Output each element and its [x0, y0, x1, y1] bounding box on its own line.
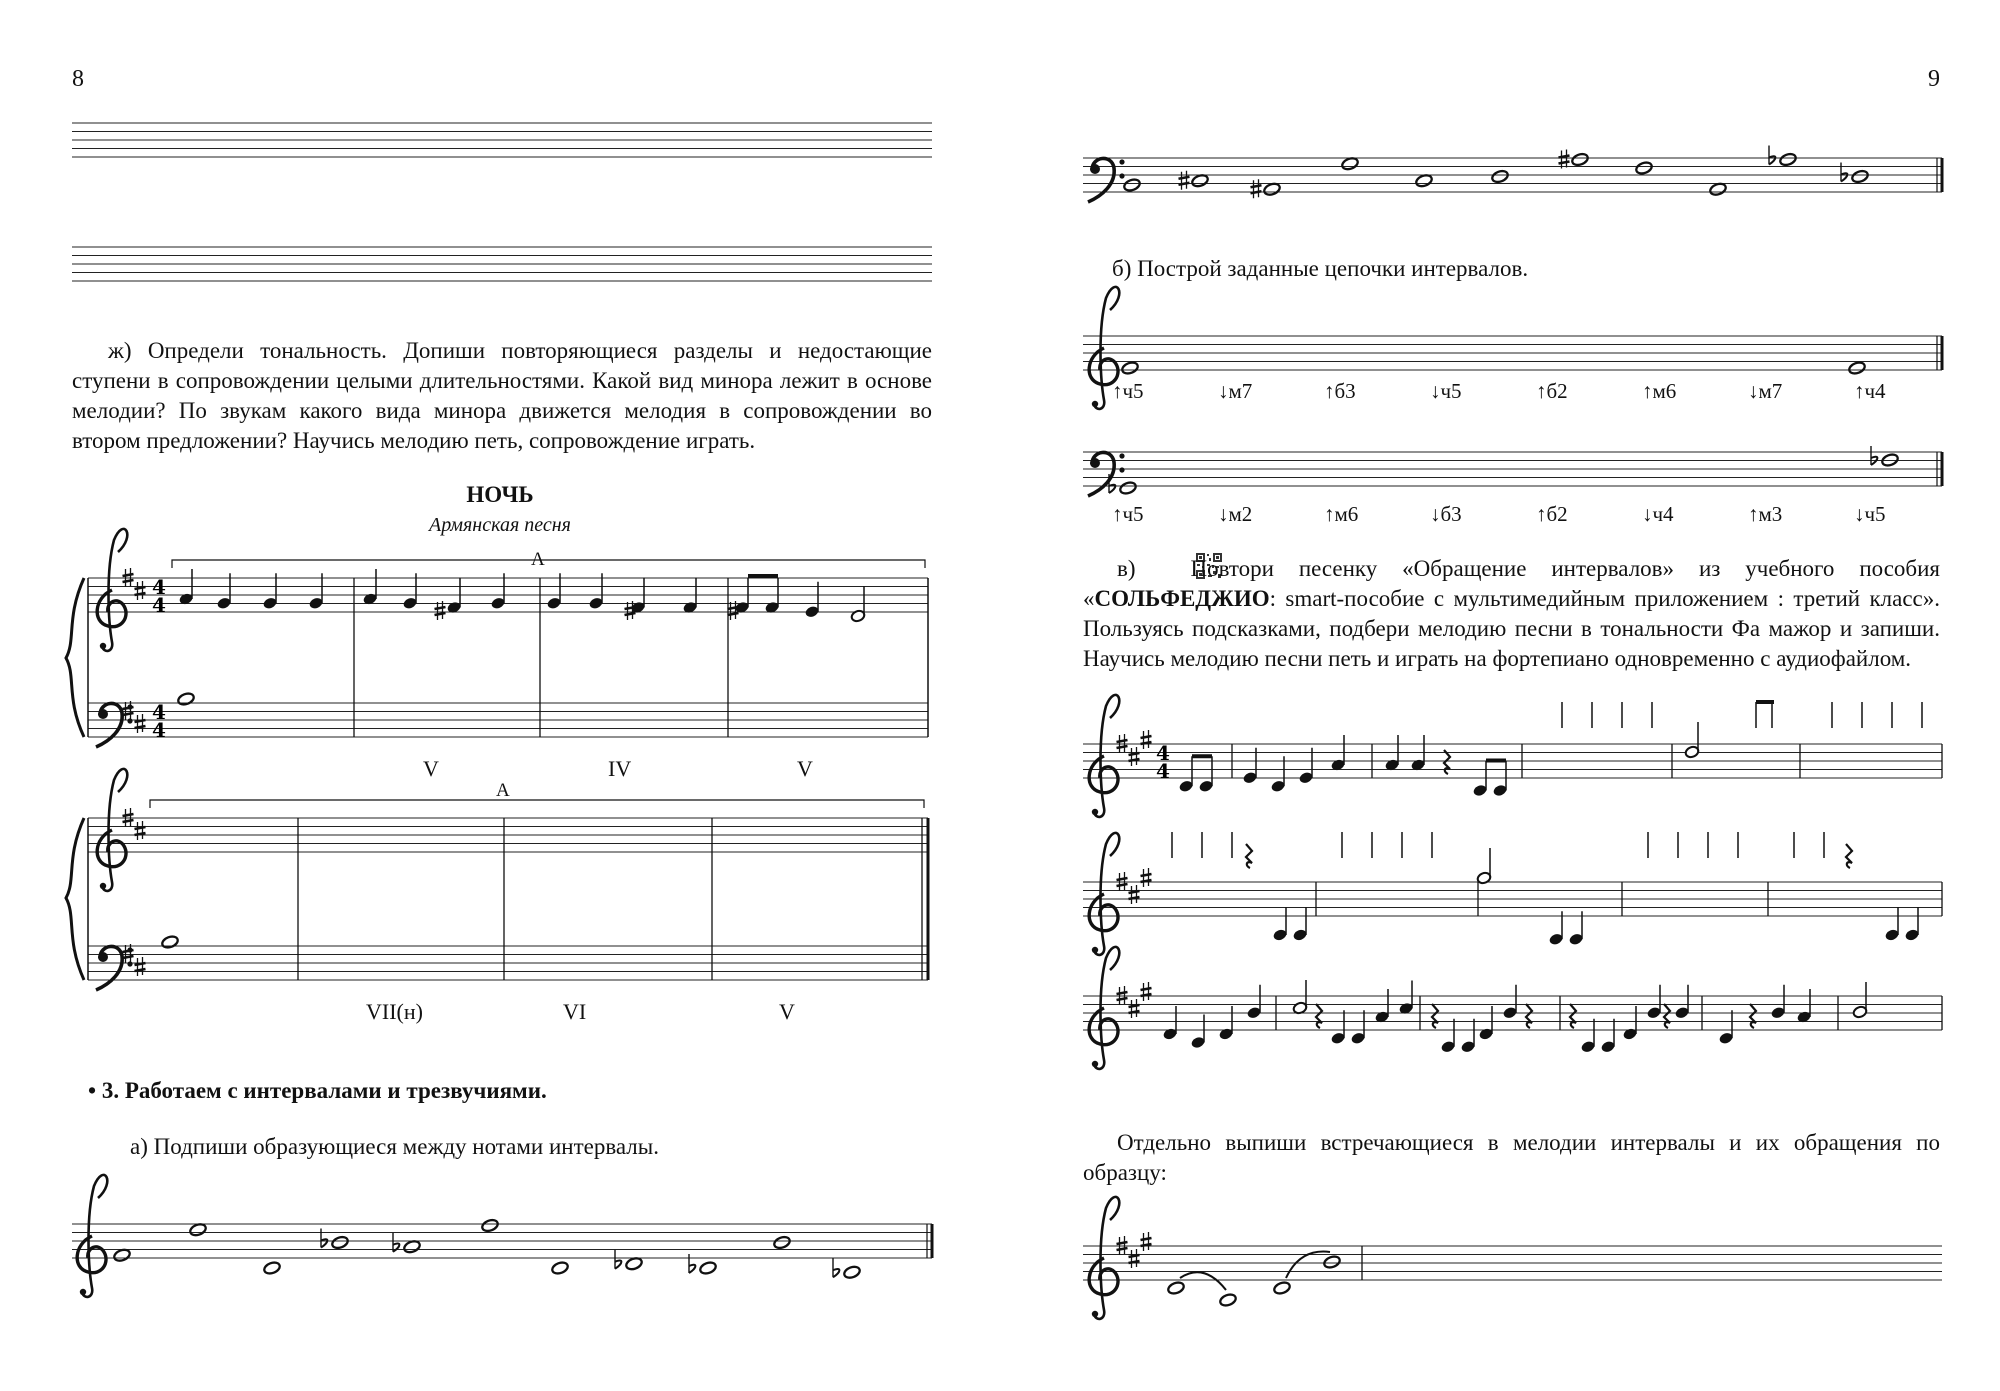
slur [1180, 1272, 1226, 1290]
task-v-bold: СОЛЬФЕДЖИО [1094, 586, 1270, 611]
sharp-icon [1559, 150, 1570, 169]
section-bracket [150, 800, 924, 808]
section-bracket [172, 560, 925, 568]
time-sig-bottom: 4 [1156, 759, 1170, 783]
task-v-part1: Повтори песенку «Обращение интервалов» из учебного пособия « [1083, 556, 1940, 611]
flat-icon [1841, 163, 1847, 182]
interval-label: ↑м6 [1324, 502, 1359, 526]
sharp-icon [1251, 179, 1262, 198]
interval-label: ↑м3 [1748, 502, 1783, 526]
whole-note [1491, 169, 1509, 184]
whole-note [1167, 1281, 1185, 1296]
whole-note [1635, 161, 1653, 176]
whole-note [843, 1265, 861, 1280]
task-zh-paragraph: ж) Определи тональность. Допиши повторяющиеся разделы и недостающие ступени в сопровождении целыми длительностями. Какой вид минора лежит в основе мелодии? По звукам какого вида минора движется мелодия в сопровождении во втором предложении? Научись мелодию петь, сопровождение играть. [72, 338, 932, 453]
sharp-icon [135, 581, 146, 600]
whole-note [1779, 152, 1797, 167]
whole-note [773, 1235, 791, 1250]
whole-note [177, 692, 195, 707]
song-title: НОЧЬ [466, 482, 534, 507]
flat-icon [833, 1258, 839, 1277]
interval-label: ↑б3 [1324, 379, 1356, 403]
interval-label: ↓ч4 [1642, 502, 1674, 526]
sharp-icon [1141, 730, 1152, 749]
flat-icon [1769, 146, 1775, 165]
bass-clef-icon [1088, 452, 1125, 496]
bass-clef-icon [1088, 158, 1125, 202]
interval-label: ↓м7 [1748, 379, 1783, 403]
whole-note [331, 1235, 349, 1250]
flat-icon [321, 1229, 327, 1248]
quarter-rest [1526, 1004, 1532, 1028]
page-number-right: 9 [1928, 66, 1940, 92]
interval-label: ↓б3 [1430, 502, 1462, 526]
task-v-part2: : smart-пособие с мультимедийным приложением : третий класс». Пользуясь подсказками, подбери мелодию песни в тональности Фа мажор и запиши. Научись мелодию песни петь и играть на фортепиано одновременно с аудиофайлом. [1083, 586, 1940, 671]
whole-note [1323, 1255, 1341, 1270]
flat-icon [1871, 446, 1877, 465]
brace [66, 818, 84, 980]
section3-heading-text: 3. Работаем с интервалами и трезвучиями. [101, 1078, 547, 1103]
sharp-icon [1141, 982, 1152, 1001]
flat-icon [393, 1233, 399, 1252]
sharp-icon [123, 944, 134, 963]
treble-clef-icon [1089, 1197, 1119, 1319]
flat-icon [615, 1250, 621, 1269]
sharp-icon [1141, 1232, 1152, 1251]
sharp-icon [1129, 747, 1140, 766]
time-sig-top: 4 [152, 575, 166, 599]
degree-label: V [779, 999, 795, 1024]
page-number-left: 8 [72, 66, 84, 92]
whole-note [1119, 481, 1137, 496]
quarter-rest [1570, 1004, 1576, 1028]
quarter-rest [1316, 1004, 1322, 1028]
time-sig-bottom: 4 [152, 593, 166, 617]
degree-label: VI [563, 999, 587, 1024]
sharp-icon [123, 701, 134, 720]
whole-note [551, 1261, 569, 1276]
whole-note [1273, 1281, 1291, 1296]
interval-label: ↑ч5 [1112, 379, 1144, 403]
degree-label: IV [608, 756, 632, 781]
bass-clef-icon [96, 703, 133, 747]
interval-label: ↓ч5 [1430, 379, 1462, 403]
sharp-icon [1141, 868, 1152, 887]
task-b-text: б) Построй заданные цепочки интервалов. [1112, 256, 1529, 281]
whole-note [1121, 361, 1139, 376]
time-sig-top: 4 [1156, 741, 1170, 765]
quarter-rest [1444, 750, 1450, 774]
quarter-rest [1246, 844, 1252, 868]
whole-note [263, 1261, 281, 1276]
sharp-icon [1129, 1249, 1140, 1268]
interval-label: ↑б2 [1536, 502, 1568, 526]
whole-note [1219, 1293, 1237, 1308]
degree-label: V [423, 756, 439, 781]
sharp-icon [135, 714, 146, 733]
quarter-rest [1664, 1004, 1670, 1028]
whole-note [1571, 152, 1589, 167]
section-label-a2: А [496, 780, 510, 801]
sharp-icon [1179, 171, 1190, 190]
section-label-a1: А [531, 549, 545, 570]
song-subtitle: Армянская песня [429, 514, 571, 536]
task-v-prefix: в) [1117, 556, 1136, 581]
treble-clef-icon [1089, 833, 1119, 955]
sharp-icon [135, 821, 146, 840]
flat-icon [689, 1254, 695, 1273]
interval-label: ↓ч5 [1854, 502, 1886, 526]
treble-clef-icon [97, 529, 127, 651]
brace [66, 578, 84, 737]
treble-clef-icon [1089, 695, 1119, 817]
sharp-icon [135, 957, 146, 976]
treble-clef-icon [97, 769, 127, 891]
quarter-rest [1750, 1004, 1756, 1028]
interval-label: ↓м7 [1218, 379, 1253, 403]
time-sig-bottom: 4 [152, 718, 166, 742]
quarter-rest [1846, 844, 1852, 868]
bullet-icon: • [88, 1078, 97, 1103]
sharp-icon [1129, 999, 1140, 1018]
quarter-rest [1432, 1004, 1438, 1028]
whole-note [481, 1218, 499, 1233]
degree-label: V [797, 756, 813, 781]
bass-clef-icon [96, 946, 133, 990]
treble-clef-icon [77, 1175, 107, 1297]
interval-label: ↑б2 [1536, 379, 1568, 403]
time-sig-top: 4 [152, 700, 166, 724]
task-a-text: а) Подпиши образующиеся между нотами интервалы. [130, 1134, 659, 1159]
whole-note [1848, 361, 1866, 376]
treble-clef-icon [1089, 947, 1119, 1069]
whole-note [1851, 169, 1869, 184]
whole-note [161, 935, 179, 950]
sharp-icon [1129, 885, 1140, 904]
degree-label: VII(н) [366, 999, 423, 1024]
interval-label: ↓м2 [1218, 502, 1253, 526]
whole-note [699, 1261, 717, 1276]
interval-label: ↑м6 [1642, 379, 1677, 403]
interval-label: ↑ч4 [1854, 379, 1886, 403]
whole-note [1123, 178, 1141, 193]
task-final-paragraph: Отдельно выпиши встречающиеся в мелодии интервалы и их обращения по образцу: [1083, 1130, 1940, 1185]
interval-label: ↑ч5 [1112, 502, 1144, 526]
